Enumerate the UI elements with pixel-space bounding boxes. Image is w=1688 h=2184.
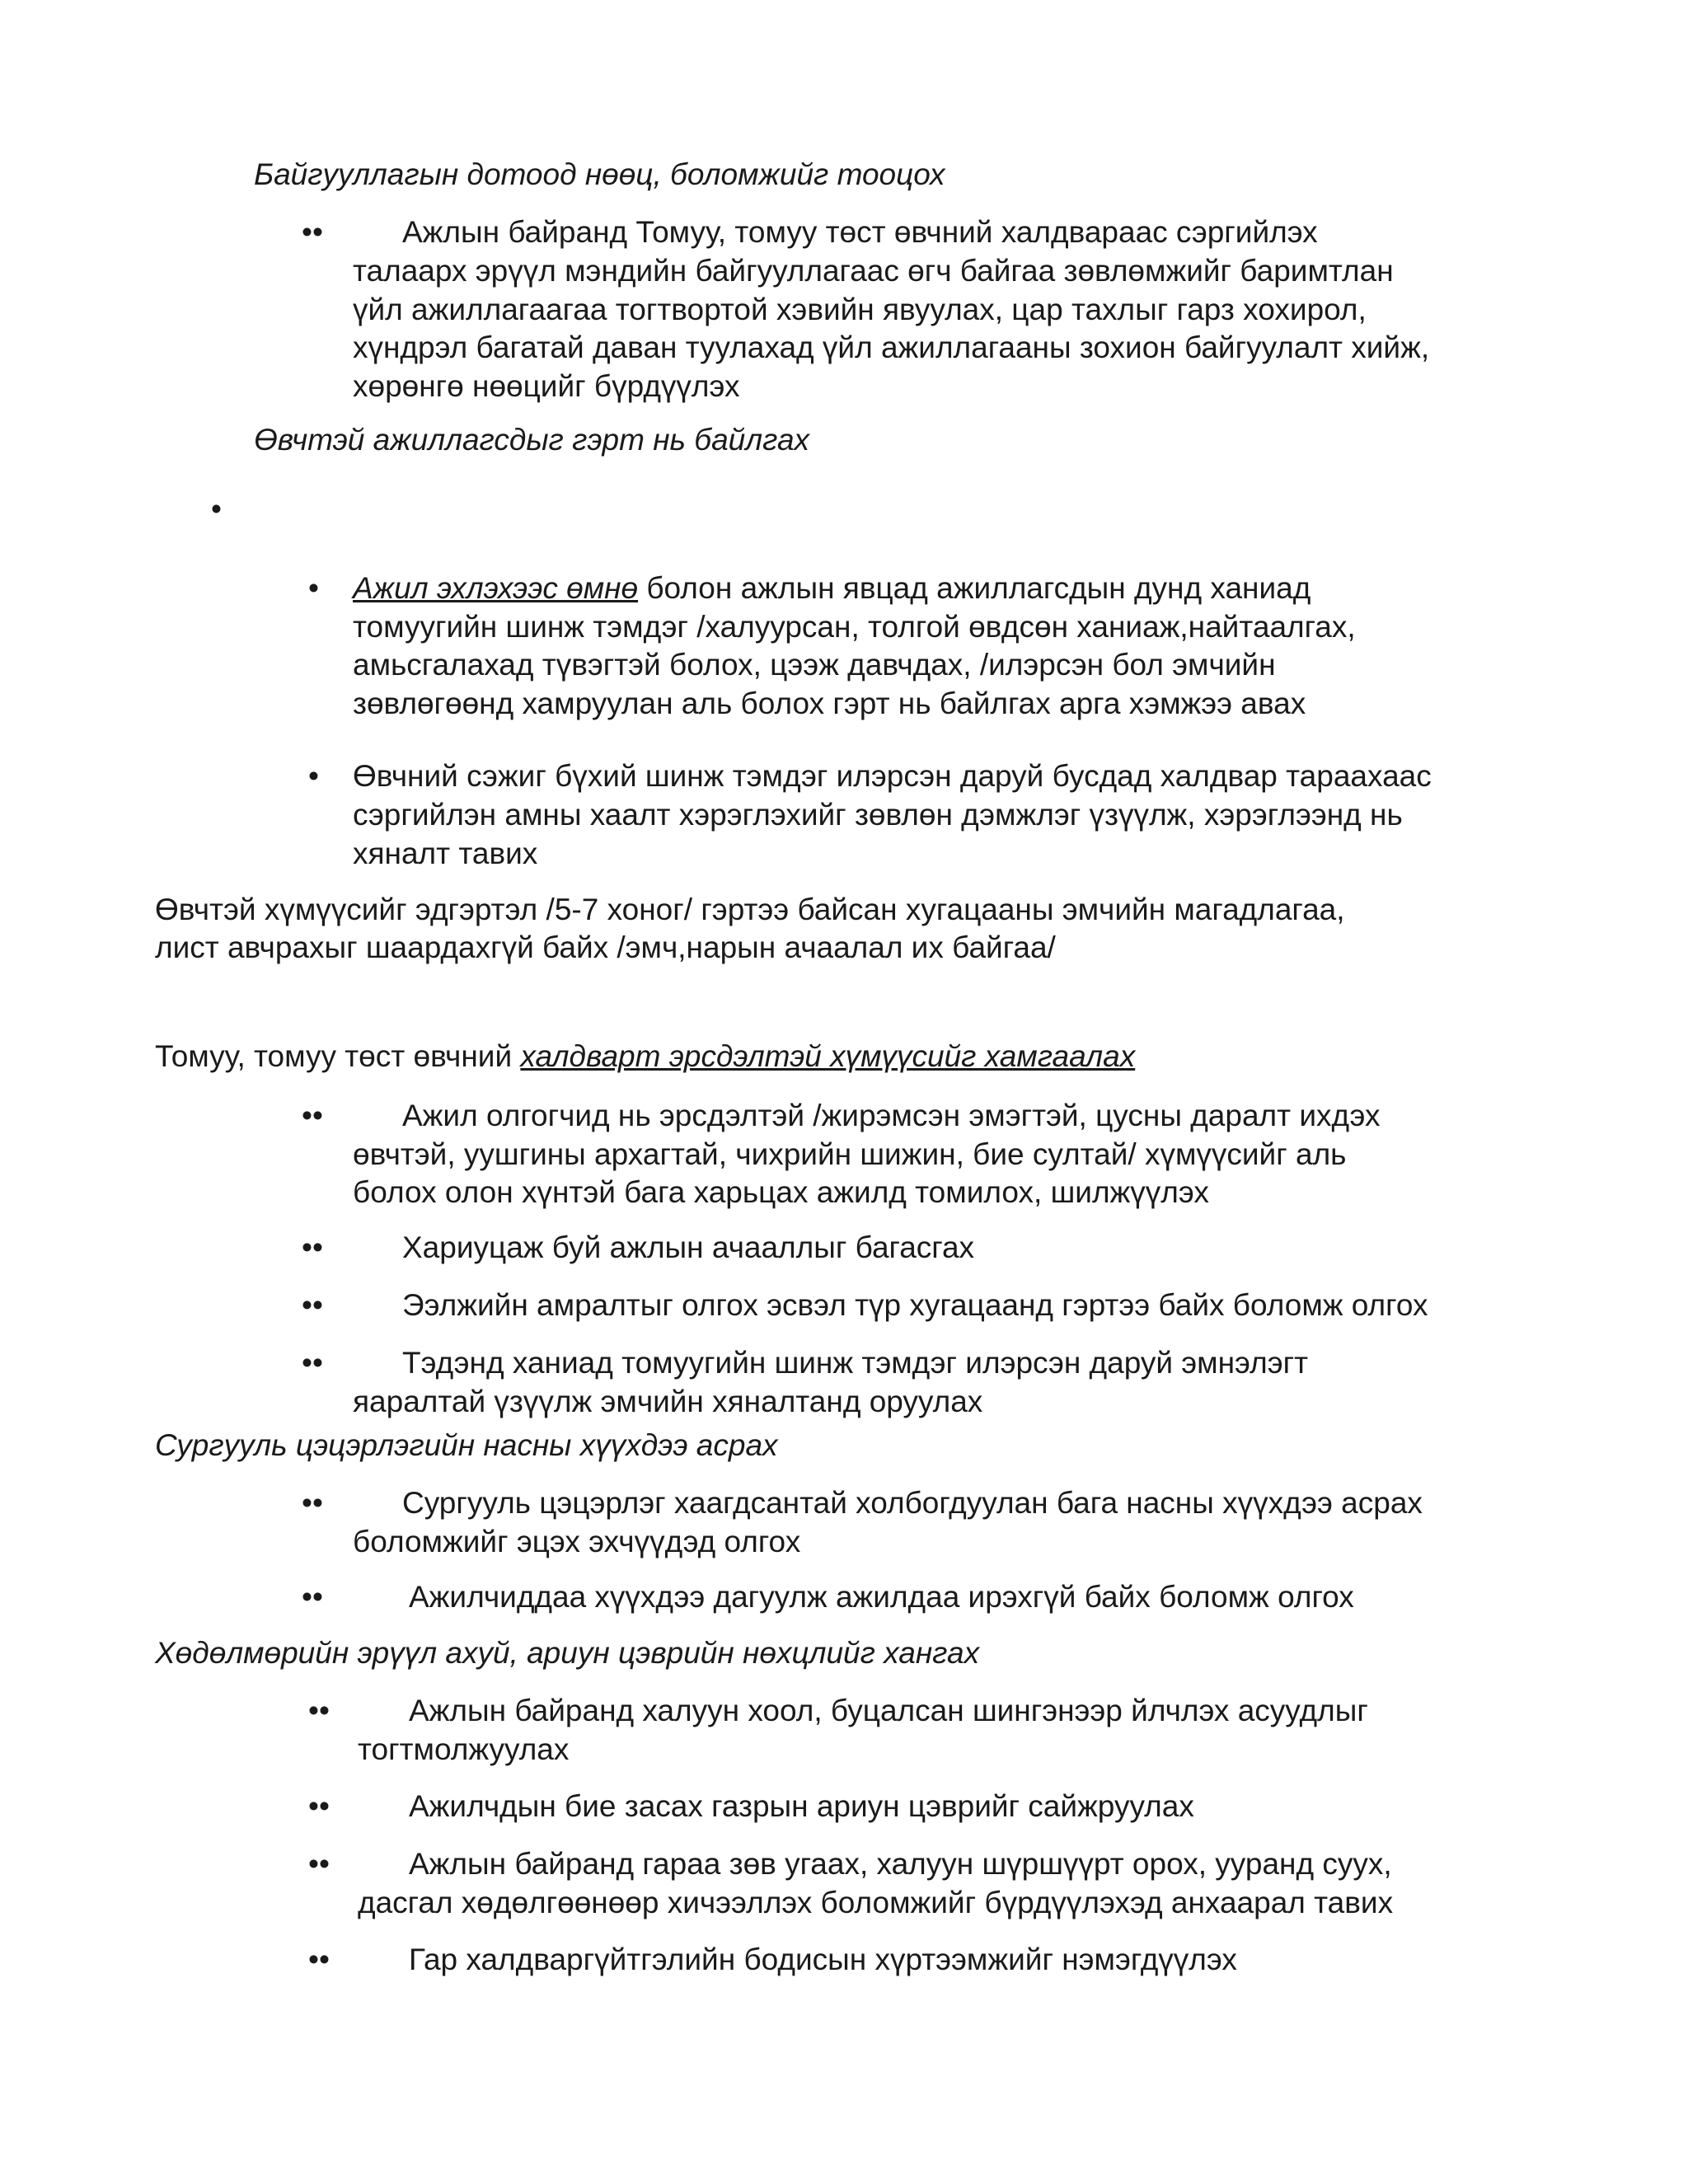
list-item-text: болох олон хүнтэй бага харьцах ажилд томилох, шилжүүлэх [353,1175,1209,1209]
list-item-text: Сургууль цэцэрлэг хаагдсантай холбогдуулан бага насны хүүхдээ асрах [402,1486,1423,1520]
bullet: • [211,492,222,526]
list-item-text: талаарх эрүүл мэндийн байгууллагаас өгч байгаа зөвлөмжийг баримтлан [353,254,1394,288]
bullet: •• [302,1230,323,1264]
list-item-text: Гар халдваргүйтгэлийн бодисын хүртээмжийг нэмэгдүүлэх [409,1943,1237,1976]
list-item-text: сэргийлэн амны хаалт хэрэглэхийг зөвлөн дэмжлэг үзүүлж, хэрэглээнд нь [353,798,1403,832]
section-heading: Сургууль цэцэрлэгийн насны хүүхдээ асрах [155,1428,778,1462]
bullet: •• [308,1789,330,1823]
list-item-text: зөвлөгөөнд хамруулан аль болох гэрт нь байлгах арга хэмжээ авах [353,687,1306,720]
list-item-line [353,569,1311,607]
list-item-text: Өвчний сэжиг бүхий шинж тэмдэг илэрсэн даруй бусдад халдвар тараахаас [353,759,1432,793]
bullet: • [308,571,319,605]
list-item-text: томуугийн шинж тэмдэг /халуурсан, толгой өвдсөн ханиаж,найтаалгах, [353,610,1356,644]
heading-text: Томуу, томуу төст өвчний [155,1039,521,1073]
list-item-text: Ажлын байранд гараа зөв угаах, халуун шүршүүрт орох, ууранд суух, [409,1847,1392,1881]
paragraph-text: лист авчрахыг шаардахгүй байх /эмч,нарын ачаалал их байгаа/ [155,930,1056,964]
bullet: •• [302,1346,323,1380]
list-item-text: тогтмолжуулах [358,1732,570,1766]
list-item-text: өвчтэй, уушгины архагтай, чихрийн шижин, бие султай/ хүмүүсийг аль [353,1137,1347,1171]
list-item-text: Ажилчиддаа хүүхдээ дагуулж ажилдаа ирэхгүй байх боломж олгох [409,1580,1354,1614]
section-heading [155,1037,1135,1076]
bullet: •• [302,1486,323,1520]
bullet: •• [302,1580,323,1614]
emphasized-phrase: Ажил эхлэхээс өмнө [353,571,639,605]
section-heading: Өвчтэй ажиллагсдыг гэрт нь байлгах [254,423,810,457]
bullet: •• [308,1847,330,1881]
list-item-text: боломжийг эцэх эхчүүдэд олгох [353,1525,801,1558]
bullet: •• [308,1694,330,1727]
bullet: • [308,759,319,793]
list-item-text: Хариуцаж буй ажлын ачааллыг багасгах [402,1230,975,1264]
bullet: •• [302,215,323,249]
list-item-text: хөрөнгө нөөцийг бүрдүүлэх [353,369,740,403]
list-item-text: яаралтай үзүүлж эмчийн хяналтанд оруулах [353,1385,983,1418]
list-item-text: Ажилчдын бие засах газрын ариун цэврийг сайжруулах [409,1789,1194,1823]
list-item-text: дасгал хөдөлгөөнөөр хичээллэх боломжийг бүрдүүлэхэд анхаарал тавих [358,1886,1394,1919]
heading-emphasis: халдварт эрсдэлтэй хүмүүсийг хамгаалах [520,1039,1136,1073]
list-item-text: Тэдэнд ханиад томуугийн шинж тэмдэг илэрсэн даруй эмнэлэгт [402,1346,1309,1380]
bullet: •• [302,1288,323,1322]
list-item-text: Ажил олгогчид нь эрсдэлтэй /жирэмсэн эмэгтэй, цусны даралт ихдэх [402,1099,1381,1132]
list-item-text: Ээлжийн амралтыг олгох эсвэл түр хугацаанд гэртээ байх боломж олгох [402,1288,1428,1322]
bullet: •• [308,1943,330,1976]
list-item-text: Ажлын байранд Томуу, томуу төст өвчний халдвараас сэргийлэх [402,215,1318,249]
bullet: •• [302,1099,323,1132]
list-item-text: амьсгалахад түвэгтэй болох, цээж давчдах, /илэрсэн бол эмчийн [353,648,1276,682]
list-item-text: Ажлын байранд халуун хоол, буцалсан шингэнээр йлчлэх асуудлыг [409,1694,1368,1727]
list-item-text: хүндрэл багатай даван туулахад үйл ажиллагааны зохион байгуулалт хийж, [353,330,1430,364]
list-item-text: хяналт тавих [353,837,538,870]
list-item-text: үйл ажиллагаагаа тогтвортой хэвийн явуулах, цар тахлыг гарз хохирол, [353,293,1367,326]
paragraph-text: Өвчтэй хүмүүсийг эдгэртэл /5-7 хоног/ гэртээ байсан хугацааны эмчийн магадлагаа, [155,893,1345,926]
section-heading: Хөдөлмөрийн эрүүл ахуй, ариун цэврийн нөхцлийг хангах [155,1636,980,1670]
section-heading: Байгууллагын дотоод нөөц, боломжийг тооцох [254,157,945,191]
list-item-text: болон ажлын явцад ажиллагсдын дунд ханиад [638,571,1311,605]
